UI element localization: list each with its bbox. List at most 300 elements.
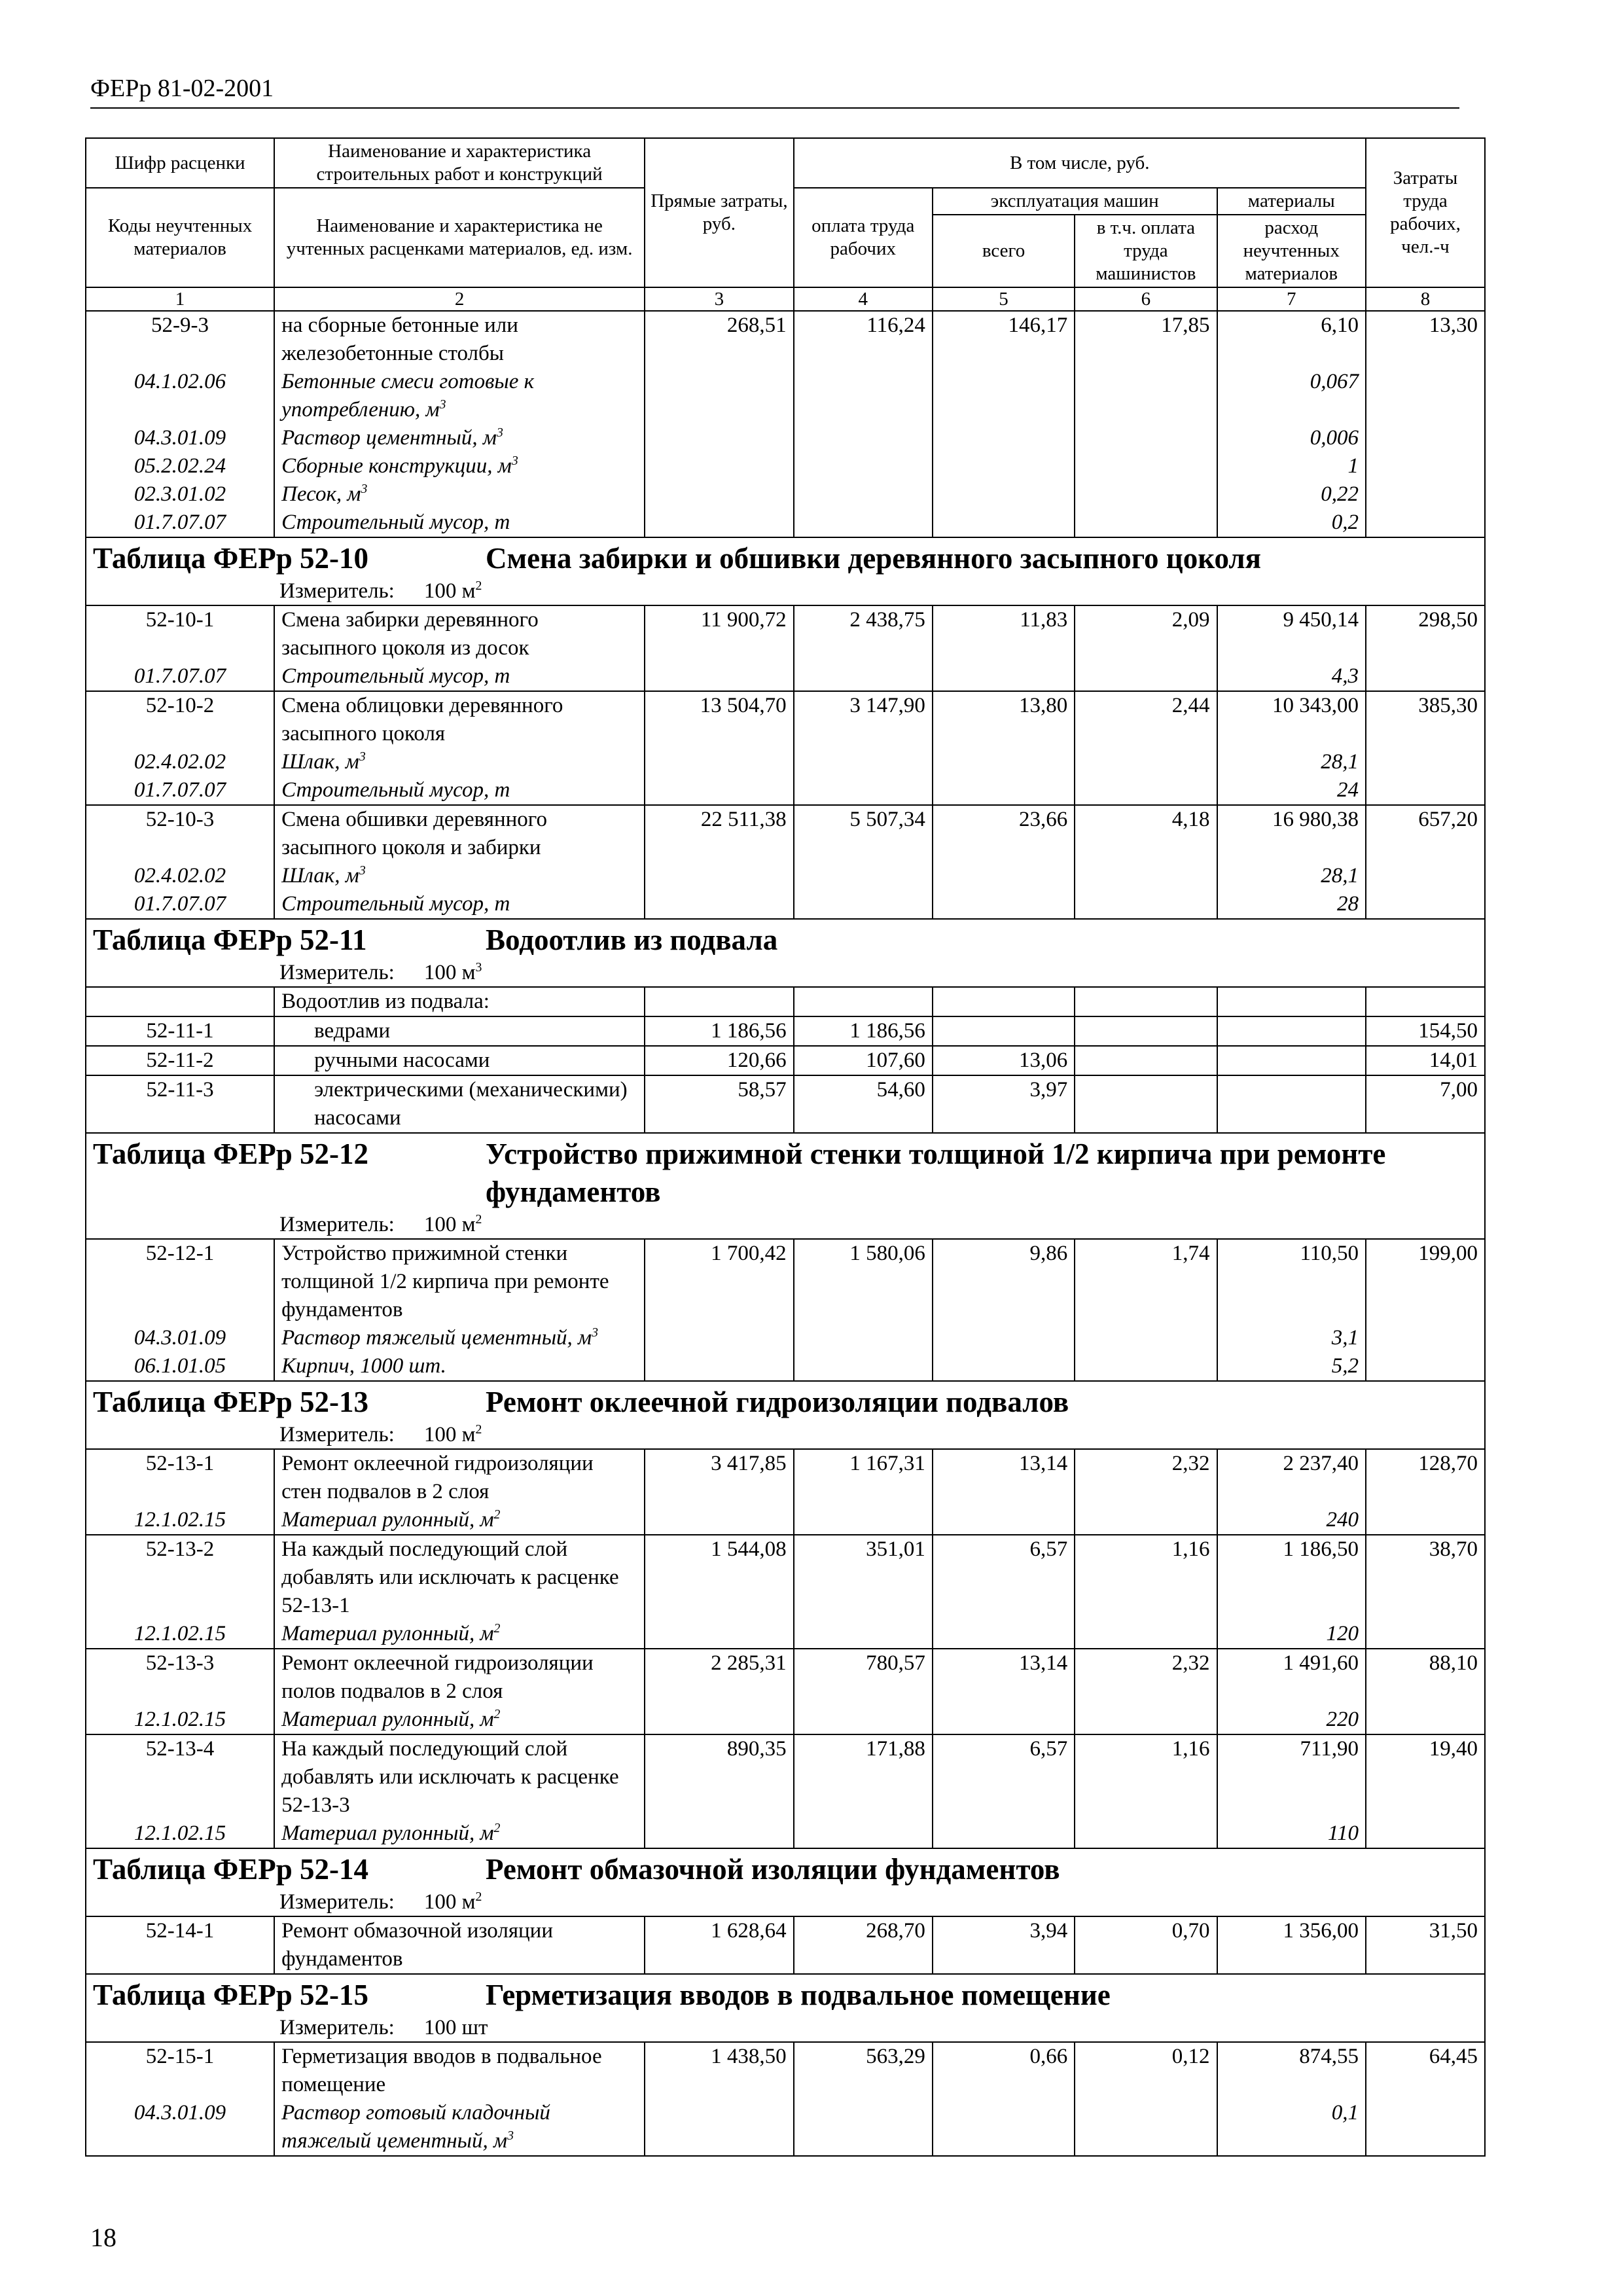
material-name: [274, 1820, 645, 1848]
empty-cell: [1075, 452, 1217, 480]
value-wages: 2 438,75: [794, 605, 933, 662]
value-direct-costs: 58,57: [645, 1075, 793, 1133]
rate-name: ручными насосами: [274, 1046, 645, 1075]
value-labor-hours: 13,30: [1366, 311, 1485, 368]
empty-cell: [1366, 1620, 1485, 1649]
rate-code: 52-12-1: [86, 1239, 274, 1324]
table-name: Герметизация вводов в подвальное помещение: [486, 1979, 1111, 2011]
material-code: 04.3.01.09: [86, 424, 274, 452]
value-direct-costs: 3 417,85: [645, 1449, 793, 1506]
col-head-labor: Затраты труда рабочих, чел.-ч: [1366, 138, 1485, 287]
material-name-text: Шлак, м: [281, 750, 359, 774]
empty-cell: [645, 987, 793, 1016]
material-name-text: Раствор цементный, м: [281, 426, 497, 450]
empty-cell: [794, 509, 933, 537]
material-code: 01.7.07.07: [86, 890, 274, 919]
material-code: 02.3.01.02: [86, 480, 274, 509]
table-title-row: [86, 1974, 1485, 2014]
rate-name: Ремонт оклеечной гидроизоляции стен подвалов в 2 слоя: [274, 1449, 645, 1506]
material-name: [274, 748, 645, 776]
material-quantity: 0,067: [1217, 368, 1366, 424]
value-materials-cost: [1217, 1046, 1366, 1075]
empty-cell: [645, 1506, 793, 1535]
value-direct-costs: 11 900,72: [645, 605, 793, 662]
value-operator-wages: 1,74: [1075, 1239, 1217, 1324]
measure-cell: [86, 1421, 1485, 1449]
empty-cell: [645, 890, 793, 919]
value-materials-cost: 2 237,40: [1217, 1449, 1366, 1506]
measure: [93, 577, 1478, 605]
empty-cell: [645, 452, 793, 480]
table-number: Таблица ФЕРр 52-13: [93, 1386, 369, 1418]
table-number: Таблица ФЕРр 52-12: [93, 1138, 369, 1170]
material-quantity: 1: [1217, 452, 1366, 480]
measure-row: [86, 2014, 1485, 2042]
empty-cell: [1075, 1324, 1217, 1352]
value-operator-wages: 1,16: [1075, 1734, 1217, 1820]
unit-exponent: 3: [511, 454, 518, 468]
empty-cell: [1366, 368, 1485, 424]
value-labor-hours: 199,00: [1366, 1239, 1485, 1324]
unit-exponent: 3: [507, 2128, 514, 2143]
material-row: [86, 748, 1485, 776]
rate-code: 52-15-1: [86, 2042, 274, 2099]
empty-cell: [794, 480, 933, 509]
empty-cell: [794, 2099, 933, 2156]
empty-cell: [645, 424, 793, 452]
material-name: [274, 424, 645, 452]
material-code: 06.1.01.05: [86, 1352, 274, 1381]
material-quantity: 24: [1217, 776, 1366, 805]
empty-cell: [1366, 1506, 1485, 1535]
empty-cell: [645, 1352, 793, 1381]
value-machines-total: 9,86: [933, 1239, 1075, 1324]
measure: [93, 2014, 1478, 2041]
value-operator-wages: 1,16: [1075, 1535, 1217, 1620]
empty-cell: [86, 987, 274, 1016]
empty-cell: [1075, 368, 1217, 424]
rate-row: [86, 1046, 1485, 1075]
value-direct-costs: 13 504,70: [645, 691, 793, 748]
material-name-text: Бетонные смеси готовые к употреблению, м: [281, 370, 535, 422]
material-name-text: Строительный мусор, т: [281, 664, 510, 688]
value-materials-cost: 1 356,00: [1217, 1916, 1366, 1974]
value-machines-total: 13,06: [933, 1046, 1075, 1075]
col-number: 5: [933, 287, 1075, 311]
rate-code: 52-11-2: [86, 1046, 274, 1075]
value-operator-wages: 2,32: [1075, 1649, 1217, 1706]
empty-cell: [645, 1324, 793, 1352]
rate-code: 52-10-1: [86, 605, 274, 662]
material-name-text: Материал рулонный, м: [281, 1708, 494, 1731]
rate-row: [86, 691, 1485, 748]
measure-cell: [86, 959, 1485, 987]
empty-cell: [645, 2099, 793, 2156]
value-labor-hours: 31,50: [1366, 1916, 1485, 1974]
empty-cell: [933, 1506, 1075, 1535]
material-row: [86, 2099, 1485, 2156]
value-labor-hours: 7,00: [1366, 1075, 1485, 1133]
measure: [93, 959, 1478, 986]
value-direct-costs: 1 438,50: [645, 2042, 793, 2099]
value-materials-cost: [1217, 1016, 1366, 1046]
rate-row: [86, 1649, 1485, 1706]
table-number: Таблица ФЕРр 52-15: [93, 1979, 369, 2011]
table-title: [93, 921, 1478, 959]
value-machines-total: 6,57: [933, 1734, 1075, 1820]
rate-row: [86, 1016, 1485, 1046]
rate-row: [86, 2042, 1485, 2099]
value-materials-cost: 110,50: [1217, 1239, 1366, 1324]
unit-exponent: 2: [475, 579, 482, 593]
table-title-row: [86, 1848, 1485, 1888]
measure-label: Измеритель:: [279, 1213, 395, 1236]
col-head-material-names: Наименование и характеристика не учтенных расценками материалов, ед. изм.: [274, 188, 645, 287]
empty-cell: [933, 480, 1075, 509]
value-materials-cost: 10 343,00: [1217, 691, 1366, 748]
material-code: 04.1.02.06: [86, 368, 274, 424]
measure: [93, 1421, 1478, 1448]
value-direct-costs: 268,51: [645, 311, 793, 368]
material-name-text: Сборные конструкции, м: [281, 454, 512, 478]
measure-cell: [86, 2014, 1485, 2042]
material-row: [86, 862, 1485, 890]
empty-cell: [794, 1620, 933, 1649]
material-quantity: 28,1: [1217, 862, 1366, 890]
empty-cell: [645, 776, 793, 805]
table-title-row: [86, 919, 1485, 959]
table-title-row: [86, 537, 1485, 577]
material-quantity: 0,2: [1217, 509, 1366, 537]
empty-cell: [1366, 452, 1485, 480]
value-labor-hours: 14,01: [1366, 1046, 1485, 1075]
empty-cell: [1366, 1324, 1485, 1352]
empty-cell: [794, 1506, 933, 1535]
empty-cell: [1075, 1620, 1217, 1649]
table-title-cell: [86, 1133, 1485, 1211]
empty-cell: [645, 862, 793, 890]
material-name: [274, 862, 645, 890]
measure-label: Измеритель:: [279, 2016, 395, 2039]
rates-table: [85, 137, 1486, 2157]
col-number: 2: [274, 287, 645, 311]
rate-name: На каждый последующий слой добавлять или исключать к расценке 52-13-3: [274, 1734, 645, 1820]
page-number: 18: [90, 2223, 116, 2252]
empty-cell: [933, 424, 1075, 452]
material-quantity: 28: [1217, 890, 1366, 919]
value-materials-cost: 6,10: [1217, 311, 1366, 368]
material-name: [274, 1506, 645, 1535]
material-name: [274, 452, 645, 480]
material-quantity: 5,2: [1217, 1352, 1366, 1381]
value-labor-hours: 385,30: [1366, 691, 1485, 748]
material-quantity: 28,1: [1217, 748, 1366, 776]
empty-cell: [1366, 1352, 1485, 1381]
value-direct-costs: 1 186,56: [645, 1016, 793, 1046]
empty-cell: [794, 1706, 933, 1734]
col-head-materials: материалы: [1217, 188, 1366, 215]
col-number: 1: [86, 287, 274, 311]
value-labor-hours: 657,20: [1366, 805, 1485, 862]
empty-cell: [794, 452, 933, 480]
empty-cell: [1366, 424, 1485, 452]
measure-value: 100 м: [423, 961, 476, 984]
rate-name: Устройство прижимной стенки толщиной 1/2 кирпича при ремонте фундаментов: [274, 1239, 645, 1324]
empty-cell: [1075, 662, 1217, 691]
material-name-text: Раствор готовый кладочный тяжелый цементный, м: [281, 2101, 550, 2153]
material-code: 01.7.07.07: [86, 662, 274, 691]
material-code: 04.3.01.09: [86, 2099, 274, 2156]
empty-cell: [794, 662, 933, 691]
material-name-text: Строительный мусор, т: [281, 511, 510, 534]
value-machines-total: 23,66: [933, 805, 1075, 862]
empty-cell: [645, 1820, 793, 1848]
empty-cell: [933, 1820, 1075, 1848]
rate-name: Смена обшивки деревянного засыпного цоколя и забирки: [274, 805, 645, 862]
value-direct-costs: 1 544,08: [645, 1535, 793, 1620]
material-row: [86, 424, 1485, 452]
material-name: [274, 1324, 645, 1352]
material-row: [86, 1706, 1485, 1734]
material-name-text: Шлак, м: [281, 864, 359, 888]
col-head-name: Наименование и характеристика строительных работ и конструкций: [274, 138, 645, 188]
rate-code: 52-13-2: [86, 1535, 274, 1620]
rate-row: [86, 1075, 1485, 1133]
material-name: [274, 776, 645, 805]
rate-name: на сборные бетонные или железобетонные столбы: [274, 311, 645, 368]
material-quantity: 120: [1217, 1620, 1366, 1649]
empty-cell: [1366, 987, 1485, 1016]
table-name: Ремонт обмазочной изоляции фундаментов: [486, 1853, 1060, 1886]
rate-code: 52-11-1: [86, 1016, 274, 1046]
empty-cell: [933, 1620, 1075, 1649]
empty-cell: [1075, 1820, 1217, 1848]
unit-exponent: 2: [475, 1212, 482, 1227]
empty-cell: [1366, 748, 1485, 776]
material-quantity: 3,1: [1217, 1324, 1366, 1352]
empty-cell: [1366, 862, 1485, 890]
table-title-cell: [86, 1848, 1485, 1888]
material-code: 12.1.02.15: [86, 1706, 274, 1734]
empty-cell: [1366, 776, 1485, 805]
col-head-direct-costs: Прямые затраты, руб.: [645, 138, 793, 287]
rate-code: 52-10-2: [86, 691, 274, 748]
empty-cell: [1366, 662, 1485, 691]
col-head-material-codes: Коды неучтенных материалов: [86, 188, 274, 287]
empty-cell: [1075, 987, 1217, 1016]
value-machines-total: 6,57: [933, 1535, 1075, 1620]
value-operator-wages: [1075, 1016, 1217, 1046]
unit-exponent: 3: [359, 749, 366, 764]
material-row: [86, 1506, 1485, 1535]
value-machines-total: 3,94: [933, 1916, 1075, 1974]
rate-row: [86, 1916, 1485, 1974]
empty-cell: [645, 480, 793, 509]
value-wages: 1 167,31: [794, 1449, 933, 1506]
value-wages: 351,01: [794, 1535, 933, 1620]
rate-code: 52-14-1: [86, 1916, 274, 1974]
value-operator-wages: 17,85: [1075, 311, 1217, 368]
empty-cell: [794, 368, 933, 424]
value-materials-cost: 711,90: [1217, 1734, 1366, 1820]
value-operator-wages: 2,32: [1075, 1449, 1217, 1506]
col-number: 3: [645, 287, 793, 311]
value-operator-wages: 4,18: [1075, 805, 1217, 862]
col-head-operator-wages: в т.ч. оплата труда машинистов: [1075, 215, 1217, 287]
empty-cell: [1075, 1352, 1217, 1381]
material-name: [274, 1620, 645, 1649]
empty-cell: [933, 862, 1075, 890]
material-name: [274, 509, 645, 537]
material-name: [274, 1706, 645, 1734]
material-quantity: 0,1: [1217, 2099, 1366, 2156]
table-title: [93, 1383, 1478, 1421]
empty-cell: [794, 862, 933, 890]
value-wages: 780,57: [794, 1649, 933, 1706]
empty-cell: [794, 1820, 933, 1848]
material-name-text: Материал рулонный, м: [281, 1622, 494, 1645]
value-wages: 5 507,34: [794, 805, 933, 862]
value-labor-hours: 88,10: [1366, 1649, 1485, 1706]
unit-exponent: 3: [475, 960, 482, 975]
value-labor-hours: 64,45: [1366, 2042, 1485, 2099]
empty-cell: [794, 748, 933, 776]
table-name: Водоотлив из подвала: [486, 924, 778, 956]
empty-cell: [1075, 1706, 1217, 1734]
empty-cell: [933, 776, 1075, 805]
value-machines-total: 13,14: [933, 1649, 1075, 1706]
table-title: [93, 539, 1478, 577]
empty-cell: [933, 748, 1075, 776]
measure-label: Измеритель:: [279, 961, 395, 984]
value-materials-cost: 9 450,14: [1217, 605, 1366, 662]
empty-cell: [1075, 1506, 1217, 1535]
empty-cell: [794, 424, 933, 452]
material-name-text: Кирпич, 1000 шт.: [281, 1354, 446, 1378]
value-operator-wages: 0,12: [1075, 2042, 1217, 2099]
table-number: Таблица ФЕРр 52-10: [93, 542, 369, 575]
material-name: [274, 480, 645, 509]
measure-label: Измеритель:: [279, 1423, 395, 1446]
value-wages: 1 580,06: [794, 1239, 933, 1324]
material-row: [86, 509, 1485, 537]
value-labor-hours: 298,50: [1366, 605, 1485, 662]
unit-exponent: 2: [475, 1890, 482, 1904]
rate-name: Смена облицовки деревянного засыпного цоколя: [274, 691, 645, 748]
value-direct-costs: 22 511,38: [645, 805, 793, 862]
empty-cell: [1366, 890, 1485, 919]
value-direct-costs: 890,35: [645, 1734, 793, 1820]
empty-cell: [1075, 748, 1217, 776]
empty-cell: [933, 452, 1075, 480]
unit-exponent: 2: [475, 1422, 482, 1437]
value-machines-total: [933, 1016, 1075, 1046]
measure-row: [86, 1421, 1485, 1449]
page-header: ФЕРр 81-02-2001: [90, 73, 1459, 109]
empty-cell: [794, 987, 933, 1016]
rate-code: 52-11-3: [86, 1075, 274, 1133]
material-quantity: 4,3: [1217, 662, 1366, 691]
subheading-row: [86, 987, 1485, 1016]
table-title: [93, 1850, 1478, 1888]
material-code: 05.2.02.24: [86, 452, 274, 480]
measure: [93, 1888, 1478, 1916]
empty-cell: [645, 662, 793, 691]
measure-cell: [86, 577, 1485, 605]
measure-value: 100 м: [423, 1423, 476, 1446]
unit-exponent: 2: [493, 1821, 501, 1835]
empty-cell: [1366, 1820, 1485, 1848]
value-direct-costs: 1 700,42: [645, 1239, 793, 1324]
value-materials-cost: 1 491,60: [1217, 1649, 1366, 1706]
rate-name: Ремонт обмазочной изоляции фундаментов: [274, 1916, 645, 1974]
col-number: 8: [1366, 287, 1485, 311]
material-quantity: 0,006: [1217, 424, 1366, 452]
empty-cell: [794, 776, 933, 805]
empty-cell: [1075, 890, 1217, 919]
value-wages: 107,60: [794, 1046, 933, 1075]
material-code: 12.1.02.15: [86, 1620, 274, 1649]
table-name: Устройство прижимной стенки толщиной 1/2 кирпича при ремонте фундаментов: [486, 1138, 1386, 1208]
table-title: [93, 1976, 1478, 2014]
value-labor-hours: 19,40: [1366, 1734, 1485, 1820]
material-row: [86, 1620, 1485, 1649]
material-row: [86, 1352, 1485, 1381]
empty-cell: [1075, 862, 1217, 890]
col-head-machines: эксплуатация машин: [933, 188, 1217, 215]
measure-value: 100 м: [423, 1213, 476, 1236]
material-name: [274, 890, 645, 919]
material-code: 01.7.07.07: [86, 509, 274, 537]
value-materials-cost: [1217, 1075, 1366, 1133]
measure-label: Измеритель:: [279, 579, 395, 603]
col-head-code: Шифр расценки: [86, 138, 274, 188]
material-row: [86, 890, 1485, 919]
material-row: [86, 662, 1485, 691]
empty-cell: [933, 1352, 1075, 1381]
empty-cell: [794, 890, 933, 919]
material-code: 04.3.01.09: [86, 1324, 274, 1352]
table-title-cell: [86, 537, 1485, 577]
measure-value: 100 шт: [423, 2016, 488, 2039]
rate-code: 52-13-3: [86, 1649, 274, 1706]
material-name-text: Материал рулонный, м: [281, 1508, 494, 1532]
empty-cell: [933, 662, 1075, 691]
rate-name: Ремонт оклеечной гидроизоляции полов подвалов в 2 слоя: [274, 1649, 645, 1706]
value-operator-wages: 0,70: [1075, 1916, 1217, 1974]
rate-name: На каждый последующий слой добавлять или исключать к расценке 52-13-1: [274, 1535, 645, 1620]
material-code: 12.1.02.15: [86, 1820, 274, 1848]
empty-cell: [645, 368, 793, 424]
empty-cell: [933, 890, 1075, 919]
col-number: 4: [794, 287, 933, 311]
rate-row: [86, 1734, 1485, 1820]
empty-cell: [1217, 987, 1366, 1016]
table-number: Таблица ФЕРр 52-11: [93, 924, 367, 956]
value-machines-total: 0,66: [933, 2042, 1075, 2099]
measure-row: [86, 959, 1485, 987]
col-head-including: В том числе, руб.: [794, 138, 1366, 188]
material-name-text: Песок, м: [281, 482, 361, 506]
measure-row: [86, 577, 1485, 605]
value-direct-costs: 1 628,64: [645, 1916, 793, 1974]
value-operator-wages: 2,09: [1075, 605, 1217, 662]
table-title-row: [86, 1133, 1485, 1211]
rate-row: [86, 805, 1485, 862]
unit-exponent: 2: [493, 1621, 501, 1636]
table-name: Смена забирки и обшивки деревянного засыпного цоколя: [486, 542, 1262, 575]
unit-exponent: 3: [361, 482, 368, 496]
